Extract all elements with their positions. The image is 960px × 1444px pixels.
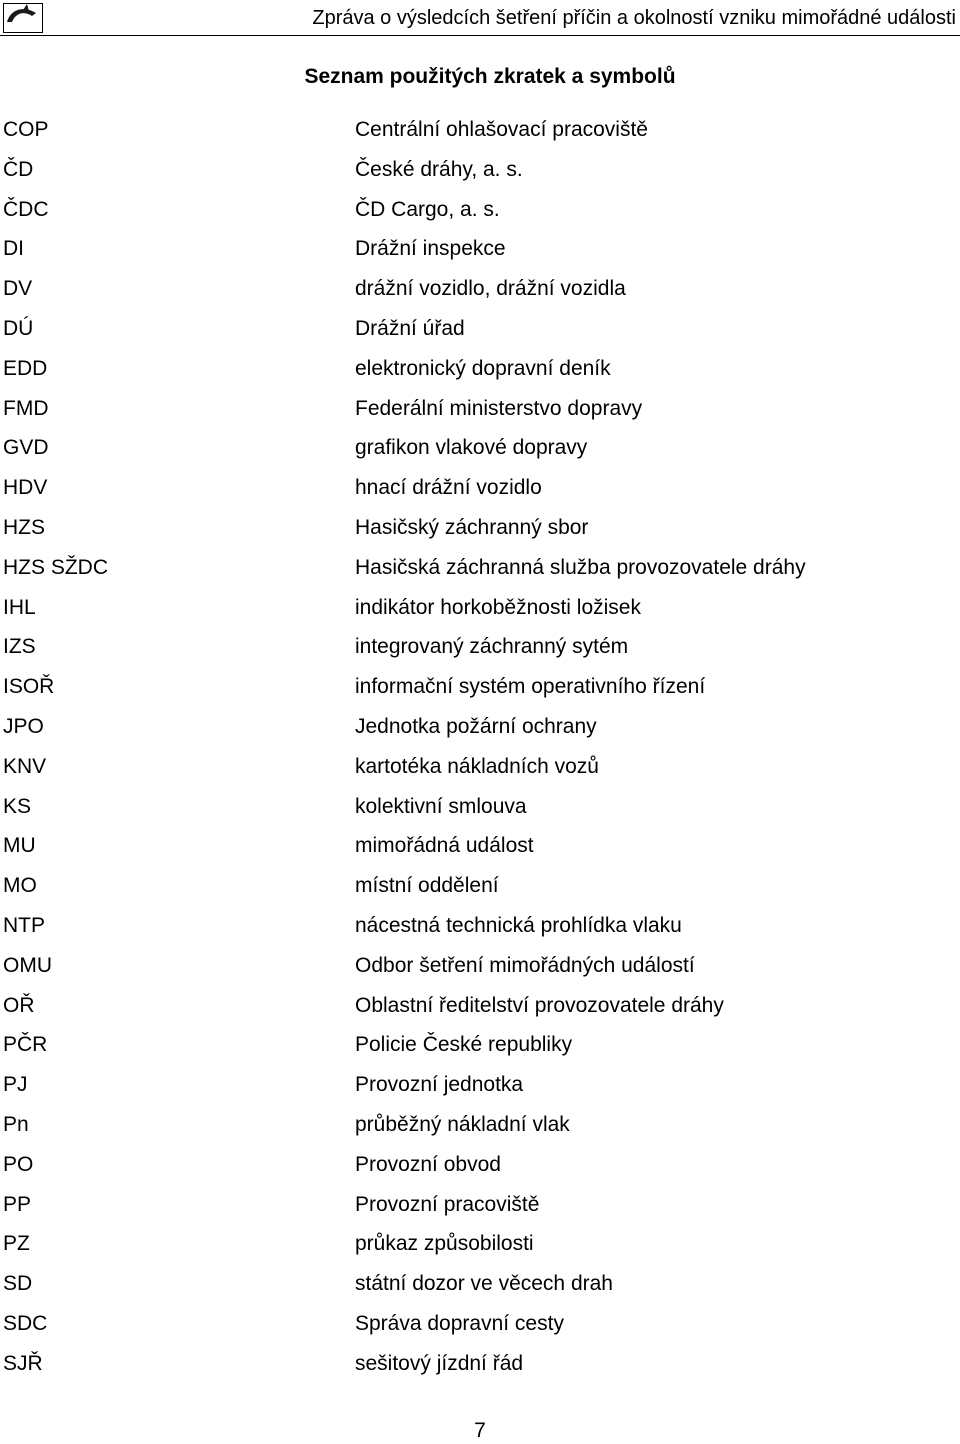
abbreviation-row <box>0 627 960 667</box>
abbreviation-row <box>0 946 960 986</box>
abbreviation-term: KNV <box>3 754 47 778</box>
abbreviation-row <box>0 826 960 866</box>
abbreviation-term: SD <box>3 1272 33 1296</box>
abbreviation-term: ČD <box>3 157 34 181</box>
abbreviation-meaning: Federální ministerstvo dopravy <box>355 396 643 420</box>
abbreviation-meaning: České dráhy, a. s. <box>355 157 523 181</box>
abbreviation-meaning: Provozní jednotka <box>355 1073 524 1097</box>
abbreviation-row <box>0 1344 960 1384</box>
abbreviation-row <box>0 787 960 827</box>
header-title: Zpráva o výsledcích šetření příčin a okolností vzniku mimořádné události <box>312 7 956 29</box>
abbreviation-term: DI <box>3 237 24 261</box>
abbreviation-meaning: informační systém operativního řízení <box>355 675 706 699</box>
abbreviation-term: OŘ <box>3 993 35 1017</box>
abbreviation-row <box>0 1025 960 1065</box>
abbreviation-term: MO <box>3 874 37 898</box>
header-divider <box>0 35 960 36</box>
abbreviation-row <box>0 1185 960 1225</box>
abbreviation-row <box>0 1304 960 1344</box>
abbreviation-row <box>0 667 960 707</box>
abbreviation-meaning: průkaz způsobilosti <box>355 1232 534 1256</box>
abbreviation-term: FMD <box>3 396 49 420</box>
abbreviation-term: OMU <box>3 953 52 977</box>
abbreviation-term: COP <box>3 118 49 141</box>
abbreviation-row <box>0 1065 960 1105</box>
abbreviation-term: MU <box>3 834 36 858</box>
abbreviation-meaning: kartotéka nákladních vozů <box>355 754 599 778</box>
abbreviation-meaning: Oblastní ředitelství provozovatele dráhy <box>355 993 724 1017</box>
abbreviation-meaning: Odbor šetření mimořádných událostí <box>355 953 695 977</box>
abbreviation-term: ISOŘ <box>3 675 55 699</box>
abbreviation-meaning: ČD Cargo, a. s. <box>355 197 500 221</box>
abbreviation-term: PZ <box>3 1232 30 1256</box>
abbreviation-meaning: Drážní inspekce <box>355 237 506 261</box>
abbreviation-meaning: průběžný nákladní vlak <box>355 1112 570 1136</box>
abbreviation-meaning: Provozní pracoviště <box>355 1192 540 1216</box>
abbreviation-row <box>0 1264 960 1304</box>
abbreviation-row <box>0 548 960 588</box>
abbreviation-meaning: kolektivní smlouva <box>355 794 527 818</box>
abbreviation-term: DV <box>3 277 33 301</box>
abbreviation-row <box>0 866 960 906</box>
abbreviation-meaning: sešitový jízdní řád <box>355 1351 524 1375</box>
abbreviations-list <box>0 110 960 1384</box>
abbreviation-meaning: grafikon vlakové dopravy <box>355 436 588 460</box>
abbreviation-row <box>0 190 960 230</box>
abbreviation-term: IHL <box>3 595 36 619</box>
abbreviation-row <box>0 309 960 349</box>
page-title: Seznam použitých zkratek a symbolů <box>304 65 676 88</box>
abbreviation-meaning: Drážní úřad <box>355 316 465 340</box>
abbreviation-term: KS <box>3 794 32 818</box>
abbreviation-term: PP <box>3 1192 32 1216</box>
abbreviation-term: PO <box>3 1152 34 1176</box>
abbreviation-term: SJŘ <box>3 1351 43 1375</box>
abbreviation-term: JPO <box>3 714 44 738</box>
abbreviation-row <box>0 150 960 190</box>
abbreviation-term: NTP <box>3 913 45 937</box>
abbreviation-row <box>0 389 960 429</box>
abbreviation-term: DÚ <box>3 316 34 340</box>
abbreviation-row <box>0 1224 960 1264</box>
abbreviation-row <box>0 747 960 787</box>
abbreviation-term: HZS <box>3 515 45 539</box>
abbreviation-row <box>0 110 960 150</box>
abbreviation-row <box>0 707 960 747</box>
abbreviation-row <box>0 508 960 548</box>
abbreviation-term: EDD <box>3 356 48 380</box>
abbreviation-meaning: Správa dopravní cesty <box>355 1311 564 1335</box>
abbreviation-row <box>0 906 960 946</box>
abbreviation-row <box>0 468 960 508</box>
abbreviation-meaning: místní oddělení <box>355 874 499 898</box>
abbreviation-meaning: drážní vozidlo, drážní vozidla <box>355 277 626 301</box>
abbreviation-row <box>0 1105 960 1145</box>
abbreviation-term: IZS <box>3 635 36 659</box>
abbreviation-row <box>0 269 960 309</box>
abbreviation-term: HZS SŽDC <box>3 555 108 579</box>
abbreviation-term: SDC <box>3 1311 48 1335</box>
abbreviation-meaning: mimořádná událost <box>355 834 534 858</box>
abbreviation-row <box>0 986 960 1026</box>
abbreviation-term: Pn <box>3 1112 29 1136</box>
abbreviation-row <box>0 588 960 628</box>
abbreviation-meaning: integrovaný záchranný sytém <box>355 635 629 659</box>
abbreviation-row <box>0 428 960 468</box>
abbreviation-meaning: Centrální ohlašovací pracoviště <box>355 118 648 141</box>
abbreviation-row <box>0 349 960 389</box>
abbreviation-meaning: hnací drážní vozidlo <box>355 476 542 500</box>
page-number: 7 <box>474 1419 486 1442</box>
abbreviation-term: ČDC <box>3 197 49 221</box>
abbreviation-meaning: indikátor horkoběžnosti ložisek <box>355 595 641 619</box>
abbreviation-meaning: nácestná technická prohlídka vlaku <box>355 913 682 937</box>
abbreviation-term: GVD <box>3 436 49 460</box>
abbreviation-meaning: Hasičská záchranná služba provozovatele dráhy <box>355 555 806 579</box>
abbreviation-term: HDV <box>3 476 48 500</box>
abbreviation-term: PČR <box>3 1033 48 1057</box>
abbreviation-meaning: Hasičský záchranný sbor <box>355 515 589 539</box>
drazni-inspekce-logo <box>3 3 43 33</box>
abbreviation-term: PJ <box>3 1073 28 1097</box>
abbreviation-row <box>0 229 960 269</box>
abbreviation-meaning: Jednotka požární ochrany <box>355 714 597 738</box>
abbreviation-meaning: elektronický dopravní deník <box>355 356 611 380</box>
page-header <box>0 0 960 36</box>
abbreviation-meaning: Provozní obvod <box>355 1152 501 1176</box>
abbreviation-row <box>0 1145 960 1185</box>
abbreviation-meaning: Policie České republiky <box>355 1033 573 1057</box>
abbreviation-meaning: státní dozor ve věcech drah <box>355 1272 613 1296</box>
